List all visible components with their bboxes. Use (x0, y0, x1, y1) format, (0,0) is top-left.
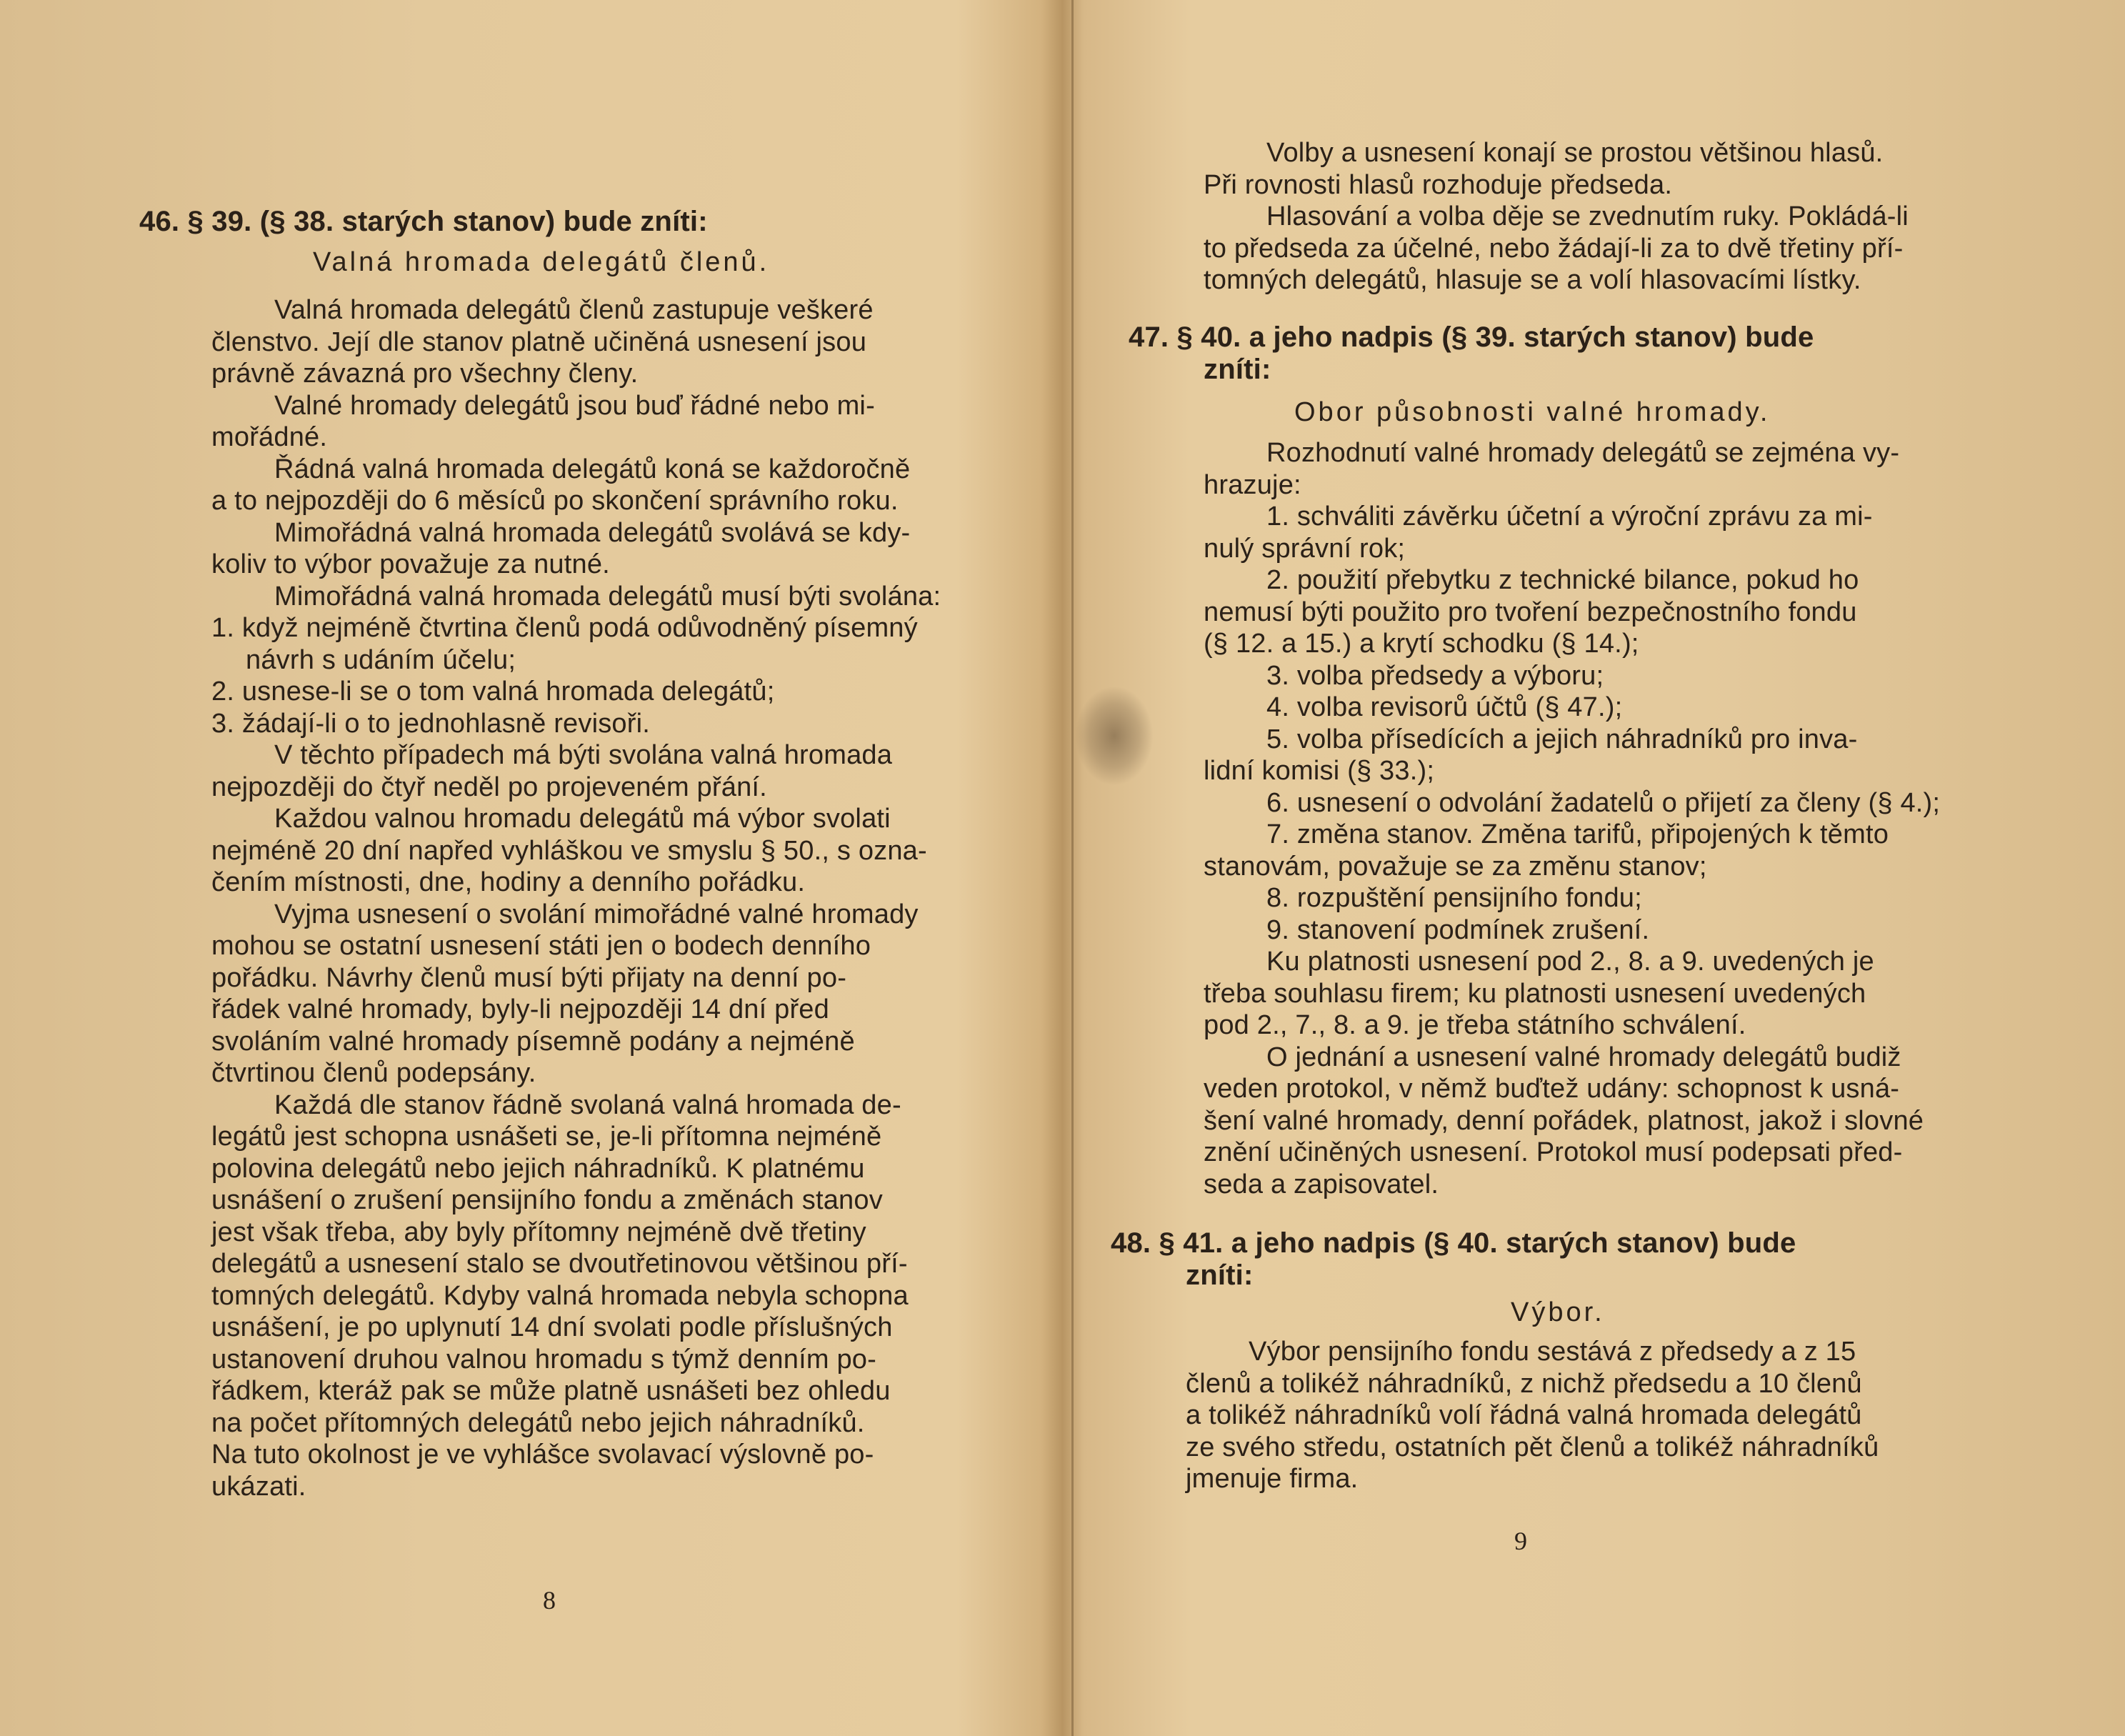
text-line: Vyjma usnesení o svolání mimořádné valné hromady (274, 899, 919, 929)
text-line: šení valné hromady, denní pořádek, platnost, jakož i slovné (1204, 1105, 1924, 1136)
intro-text (1204, 137, 1909, 296)
text-line: 9. stanovení podmínek zrušení. (1266, 914, 1650, 945)
text-line: tomných delegátů. Kdyby valná hromada nebyla schopna (211, 1280, 909, 1311)
text-line: (§ 12. a 15.) a krytí schodku (§ 14.); (1204, 629, 1639, 659)
text-line: znění učiněných usnesení. Protokol musí podepsati před- (1204, 1137, 1903, 1167)
text-line: 2. použití přebytku z technické bilance, pokud ho (1266, 565, 1859, 595)
text-line: pod 2., 7., 8. a 9. je třeba státního schválení. (1204, 1010, 1746, 1040)
text-line: řádkem, kteráž pak se může platně usnášeti bez ohledu (211, 1376, 891, 1406)
text-line: 3. žádají-li o to jednohlasně revisoři. (211, 708, 651, 739)
text-line: třeba souhlasu firem; ku platnosti usnesení uvedených (1204, 978, 1866, 1009)
text-line: usnášení, je po uplynutí 14 dní svolati podle příslušných (211, 1312, 893, 1342)
text-line: jmenuje firma. (1186, 1464, 1359, 1494)
text-line: hrazuje: (1204, 469, 1301, 500)
text-line: 6. usnesení o odvolání žadatelů o přijetí za členy (§ 4.); (1266, 787, 1941, 818)
text-line: Mimořádná valná hromada delegátů musí býti svolána: (274, 581, 941, 612)
text-line: 2. usnese-li se o tom valná hromada delegátů; (211, 677, 775, 707)
text-line: lidní komisi (§ 33.); (1204, 756, 1435, 786)
text-line: tomných delegátů, hlasuje se a volí hlasovacími lístky. (1204, 265, 1861, 295)
heading-46: 46. § 39. (§ 38. starých stanov) bude zníti: (139, 206, 708, 237)
body-text-47 (1204, 437, 1940, 1200)
book-gutter (1071, 0, 1074, 1736)
text-line: Řádná valná hromada delegátů koná se každoročně (274, 454, 911, 484)
text-line: na počet přítomných delegátů nebo jejich náhradníků. (211, 1407, 865, 1438)
text-line: Na tuto okolnost je ve vyhlášce svolavací výslovně po- (211, 1440, 874, 1470)
text-line: Ku platnosti usnesení pod 2., 8. a 9. uvedených je (1266, 947, 1874, 977)
text-line: seda a zapisovatel. (1204, 1169, 1439, 1199)
text-line: a to nejpozději do 6 měsíců po skončení správního roku. (211, 486, 899, 516)
section-title-48: Výbor. (1511, 1297, 1605, 1327)
text-line: svoláním valné hromady písemně podány a nejméně (211, 1026, 855, 1057)
text-line: 4. volba revisorů účtů (§ 47.); (1266, 692, 1623, 722)
text-line: delegátů a usnesení stalo se dvoutřetinovou většinou pří- (211, 1249, 908, 1279)
section-title-47: Obor působnosti valné hromady. (1294, 397, 1771, 427)
page-number-left: 8 (543, 1586, 556, 1615)
heading-48-line1: 48. § 41. a jeho nadpis (§ 40. starých stanov) bude (1111, 1227, 1796, 1259)
right-page (1079, 0, 2125, 1736)
text-line: právně závazná pro všechny členy. (211, 359, 639, 389)
text-line: návrh s udáním účelu; (246, 644, 516, 675)
text-line: koliv to výbor považuje za nutné. (211, 549, 610, 579)
text-line: O jednání a usnesení valné hromady delegátů budiž (1266, 1042, 1901, 1072)
text-line: nejméně 20 dní napřed vyhláškou ve smyslu § 50., s ozna- (211, 835, 927, 866)
text-line: nulý správní rok; (1204, 533, 1406, 564)
text-line: Volby a usnesení konají se prostou většinou hlasů. (1266, 138, 1884, 168)
text-line: pořádku. Návrhy členů musí býti přijaty na denní po- (211, 962, 847, 993)
text-line: nejpozději do čtyř neděl po projeveném přání. (211, 772, 767, 802)
text-line: V těchto případech má býti svolána valná hromada (274, 740, 893, 770)
heading-48-line2: zníti: (1186, 1259, 1254, 1291)
text-line: řádek valné hromady, byly-li nejpozději 14 dní před (211, 994, 829, 1024)
text-line: ze svého středu, ostatních pět členů a tolikéž náhradníků (1186, 1432, 1879, 1462)
text-line: členů a tolikéž náhradníků, z nichž předsedu a 10 členů (1186, 1368, 1862, 1399)
text-line: nemusí býti použito pro tvoření bezpečnostního fondu (1204, 597, 1857, 627)
text-line: polovina delegátů nebo jejich náhradníků. K platnému (211, 1153, 865, 1184)
text-line: to předseda za účelné, nebo žádají-li za to dvě třetiny pří- (1204, 233, 1904, 264)
text-line: legátů jest schopna usnášeti se, je-li přítomna nejméně (211, 1122, 882, 1152)
text-line: členstvo. Její dle stanov platně učiněná usnesení jsou (211, 326, 867, 357)
text-line: Při rovnosti hlasů rozhoduje předseda. (1204, 169, 1673, 200)
text-line: mohou se ostatní usnesení státi jen o bodech denního (211, 931, 871, 961)
text-line: Hlasování a volba děje se zvednutím ruky. Pokládá-li (1266, 201, 1909, 231)
text-line: ustanovení druhou valnou hromadu s týmž denním po- (211, 1344, 876, 1375)
text-line: Rozhodnutí valné hromady delegátů se zejména vy- (1266, 438, 1900, 468)
text-line: ukázati. (211, 1471, 306, 1502)
text-line: Každá dle stanov řádně svolaná valná hromada de- (274, 1089, 901, 1120)
text-line: 7. změna stanov. Změna tarifů, připojených k těmto (1266, 819, 1889, 849)
text-line: 5. volba přísedících a jejich náhradníků pro inva- (1266, 724, 1858, 754)
text-line: 1. když nejméně čtvrtina členů podá odůvodněný písemný (211, 613, 918, 643)
text-line: veden protokol, v němž buďtež udány: schopnost k usná- (1204, 1074, 1900, 1104)
section-title-46: Valná hromada delegátů členů. (313, 247, 770, 277)
text-line: Každou valnou hromadu delegátů má výbor svolati (274, 804, 891, 834)
body-text-48 (1186, 1336, 1879, 1495)
text-line: 1. schváliti závěrku účetní a výroční zprávu za mi- (1266, 502, 1873, 532)
text-line: 3. volba předsedy a výboru; (1266, 660, 1604, 691)
text-line: jest však třeba, aby byly přítomny nejméně dvě třetiny (211, 1217, 866, 1247)
text-line: Výbor pensijního fondu sestává z předsedy a z 15 (1249, 1337, 1856, 1367)
left-body-text (211, 294, 983, 1502)
text-line: 8. rozpuštění pensijního fondu; (1266, 883, 1642, 913)
text-line: usnášení o zrušení pensijního fondu a změnách stanov (211, 1185, 883, 1215)
text-line: čením místnosti, dne, hodiny a denního pořádku. (211, 867, 806, 897)
text-line: Mimořádná valná hromada delegátů svolává se kdy- (274, 517, 911, 548)
text-line: Valná hromada delegátů členů zastupuje veškeré (274, 295, 874, 325)
heading-47-line1: 47. § 40. a jeho nadpis (§ 39. starých stanov) bude (1129, 321, 1814, 353)
text-line: čtvrtinou členů podepsány. (211, 1058, 536, 1088)
text-line: Valné hromady delegátů jsou buď řádné nebo mi- (274, 390, 875, 421)
text-line: a tolikéž náhradníků volí řádná valná hromada delegátů (1186, 1400, 1862, 1430)
text-line: mořádné. (211, 422, 328, 452)
text-line: stanovám, považuje se za změnu stanov; (1204, 851, 1707, 882)
heading-47-line2: zníti: (1204, 354, 1271, 385)
page-number-right: 9 (1514, 1527, 1528, 1555)
